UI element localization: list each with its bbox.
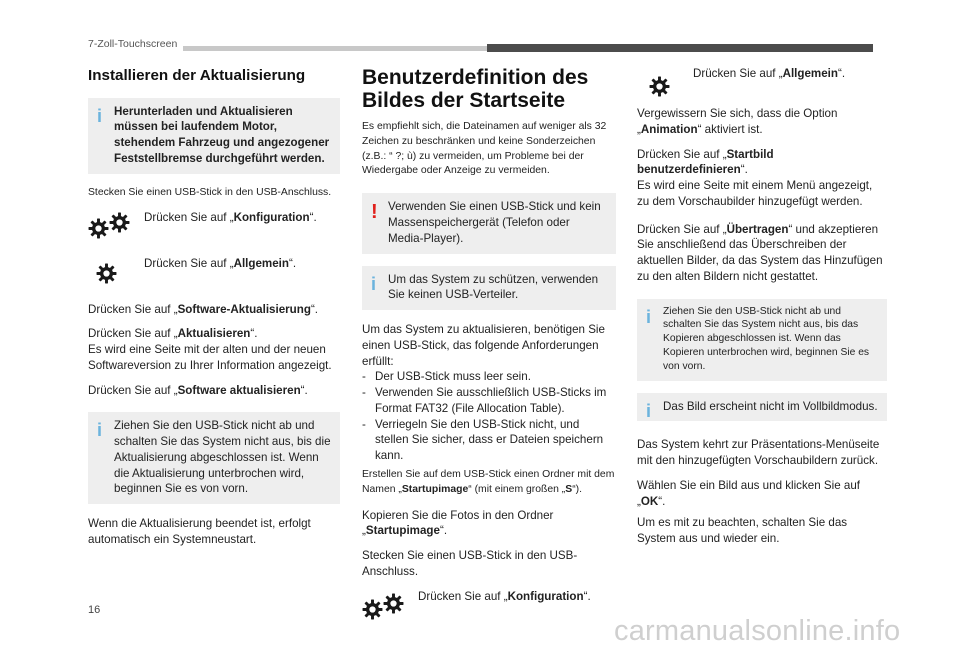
step-konfiguration <box>88 210 340 250</box>
paragraph-software-update: Drücken Sie auf „Software-Aktualisierung“. <box>88 302 319 316</box>
step-label: Drücken Sie auf „Allgemein“. <box>693 67 846 80</box>
info-icon: i <box>97 105 103 126</box>
paragraph-restart: Wenn die Aktualisierung beendet ist, erfolgt automatisch ein Systemneustart. <box>88 517 311 546</box>
gear-single-icon <box>88 258 117 288</box>
gear-icon <box>362 599 383 620</box>
info-box-text: Das Bild erscheint nicht im Vollbildmodus. <box>663 399 878 413</box>
requirements-list <box>362 369 616 464</box>
paragraph-software-aktualisieren: Drücken Sie auf „Software aktualisieren“. <box>88 383 308 397</box>
paragraph-create-folder: Erstellen Sie auf dem USB-Stick einen Ordner mit dem Namen „Startupimage“ (mit einem großen „S“). <box>362 468 615 495</box>
step-allgemein <box>637 66 887 100</box>
info-box-conditions <box>88 98 340 174</box>
info-icon: i <box>97 420 103 441</box>
paragraph-ok: Wählen Sie ein Bild aus und klicken Sie auf „OK“. <box>637 478 860 508</box>
step-konfiguration <box>362 589 616 629</box>
header-bar <box>487 44 873 52</box>
gear-icon <box>649 76 670 97</box>
gear-icon <box>96 263 117 284</box>
gear-icon <box>109 212 130 233</box>
paragraph-startbild: Drücken Sie auf „Startbild benutzerdefinieren“. Es wird eine Seite mit einem Menü angezeigt, zu dem Vorschaubilder hinzugefügt werden. <box>637 147 873 208</box>
info-box-text: Herunterladen und Aktualisieren müssen bei laufendem Motor, stehendem Fahrzeug und angezogener Feststellbremse durchgeführt werden. <box>114 104 330 165</box>
column-install-update <box>88 66 340 557</box>
paragraph-return: Das System kehrt zur Präsentations-Menüseite mit den hinzugefügten Vorschaubildern zurück. <box>637 438 880 468</box>
warning-box-usb <box>362 193 616 253</box>
step-label: Drücken Sie auf „Allgemein“. <box>144 256 297 270</box>
section-title-startpage: Benutzerdefinition des Bildes der Startseite <box>362 66 589 113</box>
info-box-fullscreen <box>637 393 887 422</box>
header-title: 7-Zoll-Touchscreen <box>88 37 183 51</box>
paragraph-insert-usb: Stecken Sie einen USB-Stick in den USB-Anschluss. <box>88 186 332 198</box>
gear-icon <box>88 218 109 239</box>
paragraph-transfer: Drücken Sie auf „Übertragen“ und akzeptieren Sie anschließend das Überschreiben der aktuellen Bilder, da das System das Hinzufügen zu den alten Bildern nicht gestattet. <box>637 222 883 283</box>
column-startpage-continued <box>637 66 887 556</box>
paragraph-animation: Vergewissern Sie sich, dass die Option „Animation“ aktiviert ist. <box>637 107 838 136</box>
step-label: Drücken Sie auf „Konfiguration“. <box>144 210 317 224</box>
gear-pair-icon <box>88 212 130 242</box>
info-box-text: Ziehen Sie den USB-Stick nicht ab und schalten Sie das System nicht aus, bis das Kopieren abgeschlossen ist. Wenn das Kopieren unterbrochen wird, beginnen Sie es von vorn. <box>663 305 870 372</box>
warning-icon: ! <box>371 201 378 224</box>
gear-icon <box>383 593 404 614</box>
paragraph-aktualisieren: Drücken Sie auf „Aktualisieren“. Es wird eine Seite mit der alten und der neuen Softwareversion zu Ihrer Information angezeigt. <box>88 327 332 372</box>
info-box-copy <box>637 299 887 381</box>
info-icon: i <box>646 306 652 327</box>
info-box-no-hub <box>362 266 616 311</box>
step-label: Drücken Sie auf „Konfiguration“. <box>418 589 591 603</box>
info-box-text: Ziehen Sie den USB-Stick nicht ab und schalten Sie das System nicht aus, bis die Aktualisierung abgeschlossen ist. Wenn die Aktualisierung unterbrochen wird, beginnen Sie es von vorn. <box>114 419 331 496</box>
info-icon: i <box>646 400 652 421</box>
info-box-text: Um das System zu schützen, verwenden Sie keinen USB-Verteiler. <box>388 272 599 302</box>
paragraph-filename-advice: Es empfiehlt sich, die Dateinamen auf weniger als 32 Zeichen zu beschränken und keine Sonderzeichen (z.B.: “ ?; ù) zu vermeiden, um Probleme bei der Wiedergabe oder Anzeige zu vermeiden. <box>362 121 607 177</box>
section-title-install: Installieren der Aktualisierung <box>88 67 306 84</box>
list-item: - Verwenden Sie ausschließlich USB-Sticks im Format FAT32 (File Allocation Table). <box>362 385 616 417</box>
list-item: - Der USB-Stick muss leer sein. <box>362 369 616 385</box>
page-number: 16 <box>88 604 101 616</box>
gear-pair-icon <box>362 591 404 621</box>
paragraph-copy-photos: Kopieren Sie die Fotos in den Ordner „Startupimage“. <box>362 508 554 538</box>
list-item: - Verriegeln Sie den USB-Stick nicht, und stellen Sie sicher, dass er Dateien speichern kann. <box>362 417 616 464</box>
info-box-do-not-unplug <box>88 412 340 504</box>
step-allgemein <box>88 256 340 296</box>
paragraph-insert-usb: Stecken Sie einen USB-Stick in den USB-Anschluss. <box>362 549 578 578</box>
gear-single-icon <box>637 68 670 98</box>
column-startpage-image <box>362 66 616 635</box>
watermark: carmanualsonline.info <box>614 615 901 647</box>
paragraph-power-cycle: Um es mit zu beachten, schalten Sie das System aus und wieder ein. <box>637 516 848 546</box>
paragraph-requirements-intro: Um das System zu aktualisieren, benötigen Sie einen USB-Stick, das folgende Anforderungen erfüllt: <box>362 323 605 368</box>
warning-box-text: Verwenden Sie einen USB-Stick und kein Massenspeichergerät (Telefon oder Media-Player). <box>388 200 601 245</box>
info-icon: i <box>371 273 377 294</box>
